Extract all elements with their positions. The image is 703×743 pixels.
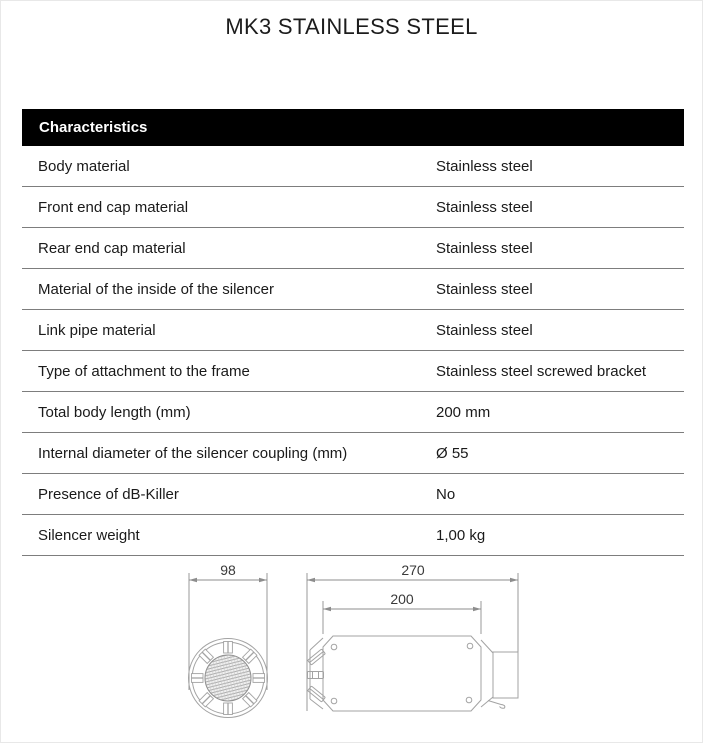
row-label: Material of the inside of the silencer <box>38 280 274 298</box>
row-label: Presence of dB-Killer <box>38 485 179 503</box>
row-value: 1,00 kg <box>436 526 486 544</box>
rear-cap-and-outlet <box>481 640 518 707</box>
row-value: Stainless steel screwed bracket <box>436 362 647 380</box>
table-row <box>22 392 684 433</box>
outlet-pipe <box>493 652 518 698</box>
row-label: Link pipe material <box>38 321 156 339</box>
bottom-hook <box>488 701 505 709</box>
characteristics-table <box>22 109 684 556</box>
table-row <box>22 228 684 269</box>
row-label: Rear end cap material <box>38 239 186 257</box>
page-title: MK3 STAINLESS STEEL <box>225 14 478 39</box>
row-value: No <box>436 485 456 503</box>
row-value: Stainless steel <box>436 198 533 216</box>
row-label: Total body length (mm) <box>38 403 191 421</box>
body-rivet <box>331 698 337 704</box>
table-header-label: Characteristics <box>39 119 148 136</box>
front-mesh-screen <box>205 655 251 701</box>
side-body-length-label: 200 <box>390 591 414 607</box>
table-row <box>22 187 684 228</box>
front-diameter-label: 98 <box>220 562 236 578</box>
row-label: Internal diameter of the silencer coupling (mm) <box>38 444 348 462</box>
row-value: Stainless steel <box>436 157 533 175</box>
table-rows <box>22 146 684 556</box>
table-row <box>22 269 684 310</box>
body-rivet <box>331 644 337 650</box>
table-header <box>22 109 684 146</box>
row-value: Stainless steel <box>436 280 533 298</box>
row-value: Ø 55 <box>436 444 469 462</box>
silencer-body <box>323 636 481 711</box>
side-view-drawing <box>307 562 518 711</box>
front-view-drawing <box>189 562 268 718</box>
table-row <box>22 310 684 351</box>
body-rivet <box>466 697 472 703</box>
table-row <box>22 351 684 392</box>
row-value: 200 mm <box>436 403 491 421</box>
side-total-length-label: 270 <box>401 562 425 578</box>
row-value: Stainless steel <box>436 239 533 257</box>
table-row <box>22 433 684 474</box>
row-value: Stainless steel <box>436 321 533 339</box>
row-label: Body material <box>38 157 130 175</box>
body-rivet <box>467 643 473 649</box>
row-label: Front end cap material <box>38 198 189 216</box>
table-row <box>22 474 684 515</box>
table-row <box>22 146 684 187</box>
table-row <box>22 515 684 556</box>
row-label: Type of attachment to the frame <box>38 362 250 380</box>
technical-drawing <box>1 553 703 743</box>
row-label: Silencer weight <box>38 526 140 544</box>
